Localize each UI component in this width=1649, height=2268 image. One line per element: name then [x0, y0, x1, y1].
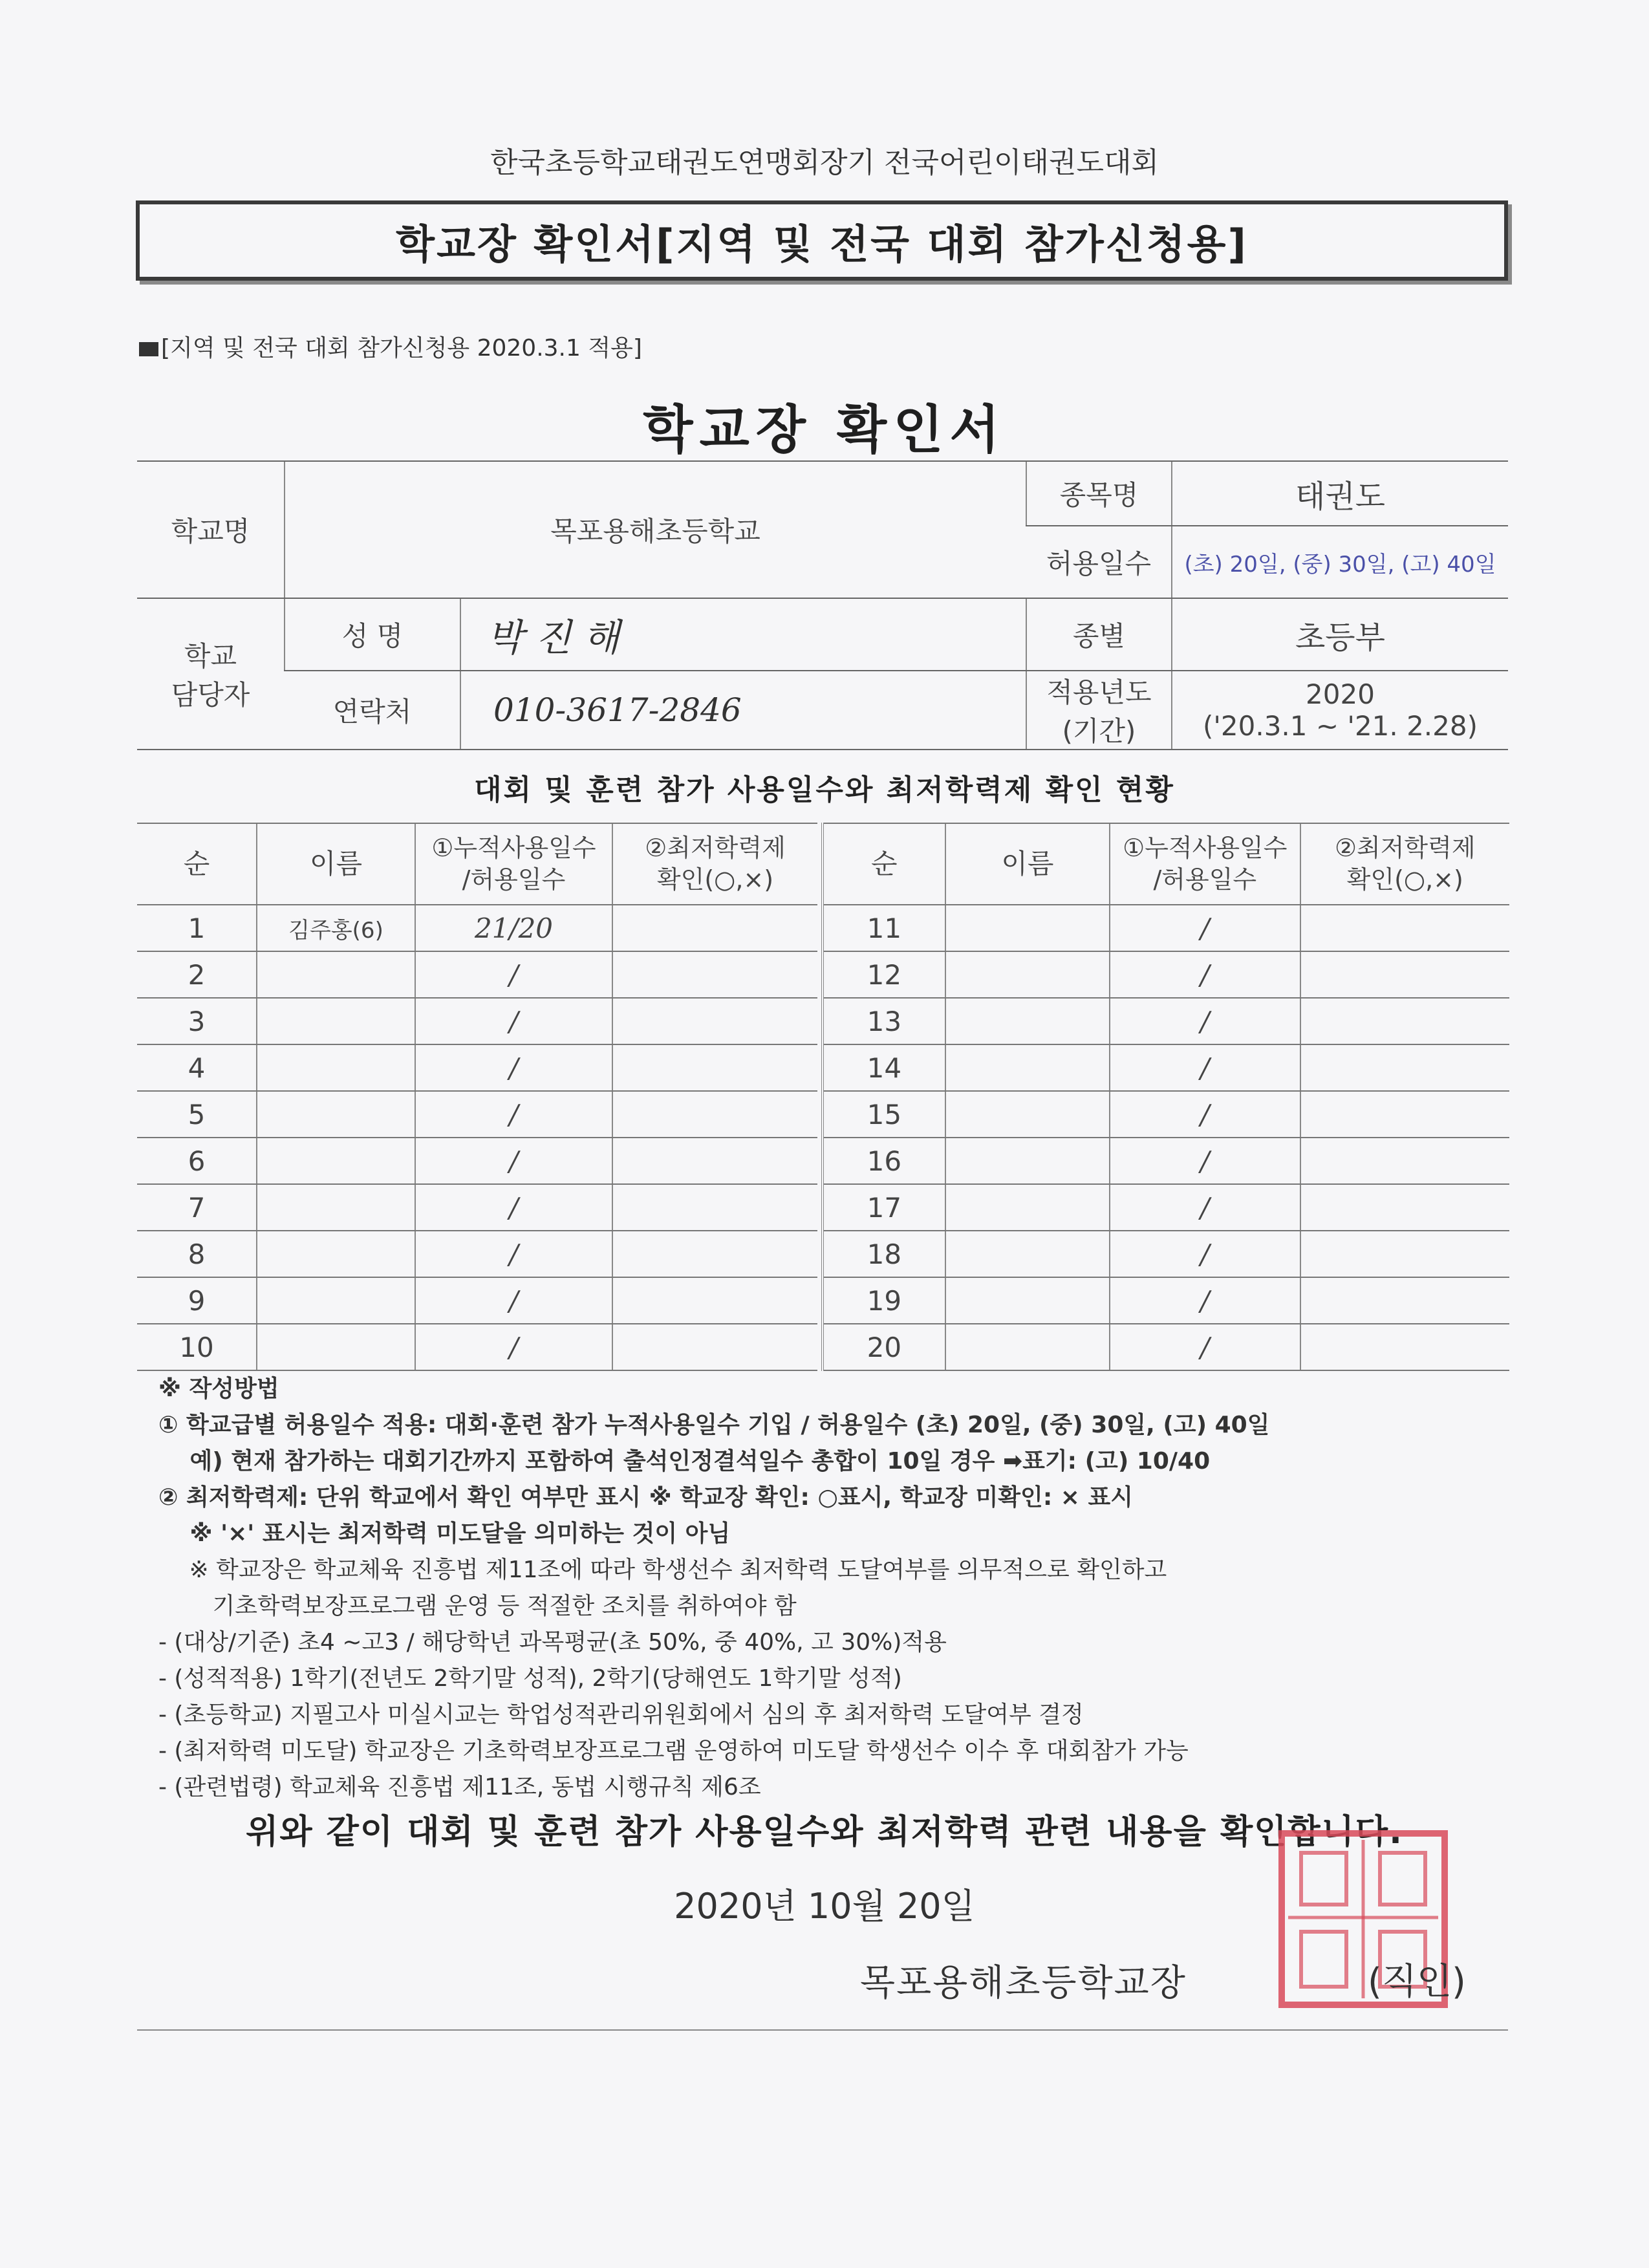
- confirmation-statement: 위와 같이 대회 및 훈련 참가 사용일수와 최저학력 관련 내용을 확인합니다.: [246, 1813, 1403, 1852]
- cell-days: /: [415, 1324, 612, 1370]
- manager-name-value: 박 진 해: [460, 598, 1026, 671]
- cell-days: /: [1110, 1184, 1300, 1231]
- cell-name: [945, 1277, 1110, 1324]
- principal-signature: 목포용해초등학교장: [860, 1962, 1187, 2004]
- cell-num: 3: [137, 998, 257, 1044]
- table-row: [823, 998, 1509, 1044]
- cell-check: [612, 998, 817, 1044]
- col-check-header-line1: ②최저학력제: [1334, 833, 1476, 862]
- allowed-days-label: 허용일수: [1026, 526, 1172, 598]
- col-days-header-line1: ①누적사용일수: [1123, 833, 1288, 862]
- cell-days: /: [415, 1044, 612, 1091]
- cell-num: 7: [137, 1184, 257, 1231]
- table-row: [137, 998, 817, 1044]
- cell-name: [945, 1184, 1110, 1231]
- method-line: ※ '×' 표시는 최저학력 미도달을 의미하는 것이 아님: [158, 1520, 731, 1547]
- cell-days: /: [1110, 905, 1300, 951]
- cell-name: [257, 1138, 415, 1184]
- cell-days: /: [415, 951, 612, 998]
- manager-label-line2: 담당자: [171, 679, 250, 711]
- cell-name: [945, 1091, 1110, 1138]
- cell-check: [612, 951, 817, 998]
- cell-days: /: [1110, 1138, 1300, 1184]
- cell-name: [945, 998, 1110, 1044]
- cell-num: 5: [137, 1091, 257, 1138]
- cell-name: [945, 951, 1110, 998]
- cell-check: [612, 1138, 817, 1184]
- cell-check: [1300, 951, 1510, 998]
- cell-check: [1300, 1044, 1510, 1091]
- cell-check: [1300, 1324, 1510, 1370]
- table-row: [823, 905, 1509, 951]
- cell-name: [257, 951, 415, 998]
- cell-name: [945, 1324, 1110, 1370]
- issue-date: 2020년 10월 20일: [674, 1886, 975, 1927]
- cell-num: 13: [823, 998, 945, 1044]
- cell-num: 2: [137, 951, 257, 998]
- cell-days: /: [1110, 951, 1300, 998]
- table-row: [137, 1277, 817, 1324]
- cell-days: /: [1110, 1324, 1300, 1370]
- cell-check: [612, 905, 817, 951]
- cell-check: [612, 1324, 817, 1370]
- event-value: 태권도: [1172, 461, 1508, 526]
- cell-check: [1300, 1231, 1510, 1277]
- method-line: - (초등학교) 지필고사 미실시교는 학업성적관리위원회에서 심의 후 최저학력 도달여부 결정: [158, 1701, 1084, 1728]
- cell-name: [257, 1044, 415, 1091]
- bottom-divider: [137, 2029, 1508, 2031]
- cell-days: /: [1110, 1044, 1300, 1091]
- table-row: [823, 1044, 1509, 1091]
- roster-left-body: [137, 905, 817, 1370]
- event-title: 한국초등학교태권도연맹회장기 전국어린이태권도대회: [490, 146, 1159, 179]
- col-num-header: 순: [137, 823, 257, 905]
- method-lines: [158, 1407, 1516, 1806]
- method-line: - (대상/기준) 초4 ~고3 / 해당학년 과목평균(초 50%, 중 40%, 고 30%)적용: [158, 1629, 947, 1656]
- method-line: - (성적적용) 1학기(전년도 2학기말 성적), 2학기(당해연도 1학기말 성적): [158, 1665, 902, 1692]
- cell-num: 11: [823, 905, 945, 951]
- square-bullet-icon: [139, 342, 158, 356]
- event-label: 종목명: [1026, 461, 1172, 526]
- division-value: 초등부: [1172, 598, 1508, 671]
- manager-name-label: 성 명: [285, 598, 460, 671]
- cell-days: 21/20: [415, 905, 612, 951]
- col-check-header: [1300, 823, 1510, 905]
- method-line: 기초학력보장프로그램 운영 등 적절한 조치를 취하여야 함: [158, 1593, 797, 1619]
- cell-num: 6: [137, 1138, 257, 1184]
- method-line: ※ 학교장은 학교체육 진흥법 제11조에 따라 학생선수 최저학력 도달여부를 의무적으로 확인하고: [158, 1557, 1167, 1583]
- cell-check: [1300, 1184, 1510, 1231]
- cell-name: 김주홍(6): [257, 905, 415, 951]
- table-row: [137, 1091, 817, 1138]
- writing-method: [158, 1371, 1516, 1806]
- cell-num: 19: [823, 1277, 945, 1324]
- year-label-line2: (기간): [1062, 715, 1136, 747]
- contact-label: 연락처: [285, 671, 460, 750]
- cell-num: 9: [137, 1277, 257, 1324]
- cell-days: /: [1110, 998, 1300, 1044]
- col-days-header: [415, 823, 612, 905]
- table-row: [137, 1324, 817, 1370]
- table-row: [137, 905, 817, 951]
- cell-days: /: [1110, 1231, 1300, 1277]
- cell-days: /: [1110, 1091, 1300, 1138]
- cell-num: 4: [137, 1044, 257, 1091]
- cell-days: /: [415, 998, 612, 1044]
- cell-check: [1300, 1277, 1510, 1324]
- manager-label-line1: 학교: [184, 640, 237, 672]
- manager-label: [137, 598, 285, 750]
- roster-table-left: [137, 823, 817, 1371]
- col-days-header-line1: ①누적사용일수: [431, 833, 596, 862]
- cell-num: 14: [823, 1044, 945, 1091]
- method-line: ② 최저학력제: 단위 학교에서 확인 여부만 표시 ※ 학교장 확인: ○표시, 학교장 미확인: × 표시: [158, 1484, 1133, 1511]
- document-box-title: [136, 200, 1508, 281]
- allowed-days-value: (초) 20일, (중) 30일, (고) 40일: [1172, 526, 1508, 598]
- cell-days: /: [415, 1138, 612, 1184]
- cell-num: 17: [823, 1184, 945, 1231]
- table-row: [823, 1277, 1509, 1324]
- cell-check: [612, 1231, 817, 1277]
- table-row: [823, 1231, 1509, 1277]
- table-row: [137, 951, 817, 998]
- table-row: [137, 1184, 817, 1231]
- application-note-text: [지역 및 전국 대회 참가신청용 2020.3.1 적용]: [161, 335, 642, 362]
- roster-table-right: [821, 823, 1509, 1371]
- table-row: [823, 1184, 1509, 1231]
- col-num-header: 순: [823, 823, 945, 905]
- col-check-header-line1: ②최저학력제: [645, 833, 786, 862]
- table-row: [823, 951, 1509, 998]
- cell-check: [1300, 1138, 1510, 1184]
- method-line: 예) 현재 참가하는 대회기간까지 포함하여 출석인정결석일수 총합이 10일 경우 ➡표기: (고) 10/40: [158, 1448, 1211, 1474]
- method-title: ※ 작성방법: [158, 1376, 279, 1402]
- school-info-table: [137, 460, 1508, 750]
- cell-days: /: [415, 1091, 612, 1138]
- table-row: [823, 1324, 1509, 1370]
- cell-days: /: [1110, 1277, 1300, 1324]
- year-value-line2: ('20.3.1 ~ '21. 2.28): [1202, 710, 1478, 742]
- method-line: ① 학교급별 허용일수 적용: 대회·훈련 참가 누적사용일수 기입 / 허용일수 (초) 20일, (중) 30일, (고) 40일: [158, 1412, 1270, 1438]
- division-label: 종별: [1026, 598, 1172, 671]
- col-check-header-line2: 확인(○,×): [656, 865, 774, 894]
- roster-right-body: [823, 905, 1509, 1370]
- year-label: [1026, 671, 1172, 750]
- col-days-header-line2: /허용일수: [1153, 865, 1257, 894]
- cell-num: 8: [137, 1231, 257, 1277]
- cell-name: [257, 1184, 415, 1231]
- cell-days: /: [415, 1231, 612, 1277]
- certificate-title: 학교장 확인서: [643, 400, 1006, 460]
- table-row: [823, 1091, 1509, 1138]
- school-name-value: 목포용해초등학교: [285, 461, 1026, 598]
- cell-name: [257, 1091, 415, 1138]
- cell-check: [1300, 998, 1510, 1044]
- cell-check: [612, 1184, 817, 1231]
- cell-num: 16: [823, 1138, 945, 1184]
- cell-name: [257, 1277, 415, 1324]
- cell-name: [945, 1138, 1110, 1184]
- col-days-header: [1110, 823, 1300, 905]
- table-row: [137, 1044, 817, 1091]
- cell-check: [1300, 1091, 1510, 1138]
- cell-name: [945, 1231, 1110, 1277]
- table-row: [823, 1138, 1509, 1184]
- cell-num: 20: [823, 1324, 945, 1370]
- col-check-header: [612, 823, 817, 905]
- cell-num: 1: [137, 905, 257, 951]
- year-value-line1: 2020: [1306, 678, 1375, 710]
- col-name-header: 이름: [257, 823, 415, 905]
- application-note: [139, 330, 642, 363]
- col-name-header: 이름: [945, 823, 1110, 905]
- cell-num: 18: [823, 1231, 945, 1277]
- col-check-header-line2: 확인(○,×): [1346, 865, 1463, 894]
- cell-name: [945, 905, 1110, 951]
- cell-name: [945, 1044, 1110, 1091]
- cell-days: /: [415, 1184, 612, 1231]
- cell-name: [257, 998, 415, 1044]
- school-name-label: 학교명: [137, 461, 285, 598]
- cell-check: [612, 1091, 817, 1138]
- roster-section-title: 대회 및 훈련 참가 사용일수와 최저학력제 확인 현황: [474, 773, 1175, 806]
- cell-check: [612, 1044, 817, 1091]
- col-days-header-line2: /허용일수: [462, 865, 566, 894]
- contact-value: 010-3617-2846: [460, 671, 1026, 750]
- cell-name: [257, 1324, 415, 1370]
- table-row: [137, 1231, 817, 1277]
- seal-label: (직인): [1368, 1961, 1466, 2003]
- year-value: [1172, 671, 1508, 750]
- cell-num: 12: [823, 951, 945, 998]
- method-line: - (최저학력 미도달) 학교장은 기초학력보장프로그램 운영하여 미도달 학생선수 이수 후 대회참가 가능: [158, 1738, 1189, 1764]
- year-label-line1: 적용년도: [1046, 676, 1152, 708]
- box-title-text: 학교장 확인서[지역 및 전국 대회 참가신청용]: [396, 220, 1248, 268]
- table-row: [137, 1138, 817, 1184]
- cell-num: 15: [823, 1091, 945, 1138]
- cell-check: [612, 1277, 817, 1324]
- cell-name: [257, 1231, 415, 1277]
- cell-days: /: [415, 1277, 612, 1324]
- method-line: - (관련법령) 학교체육 진흥법 제11조, 동법 시행규칙 제6조: [158, 1774, 761, 1800]
- cell-check: [1300, 905, 1510, 951]
- cell-num: 10: [137, 1324, 257, 1370]
